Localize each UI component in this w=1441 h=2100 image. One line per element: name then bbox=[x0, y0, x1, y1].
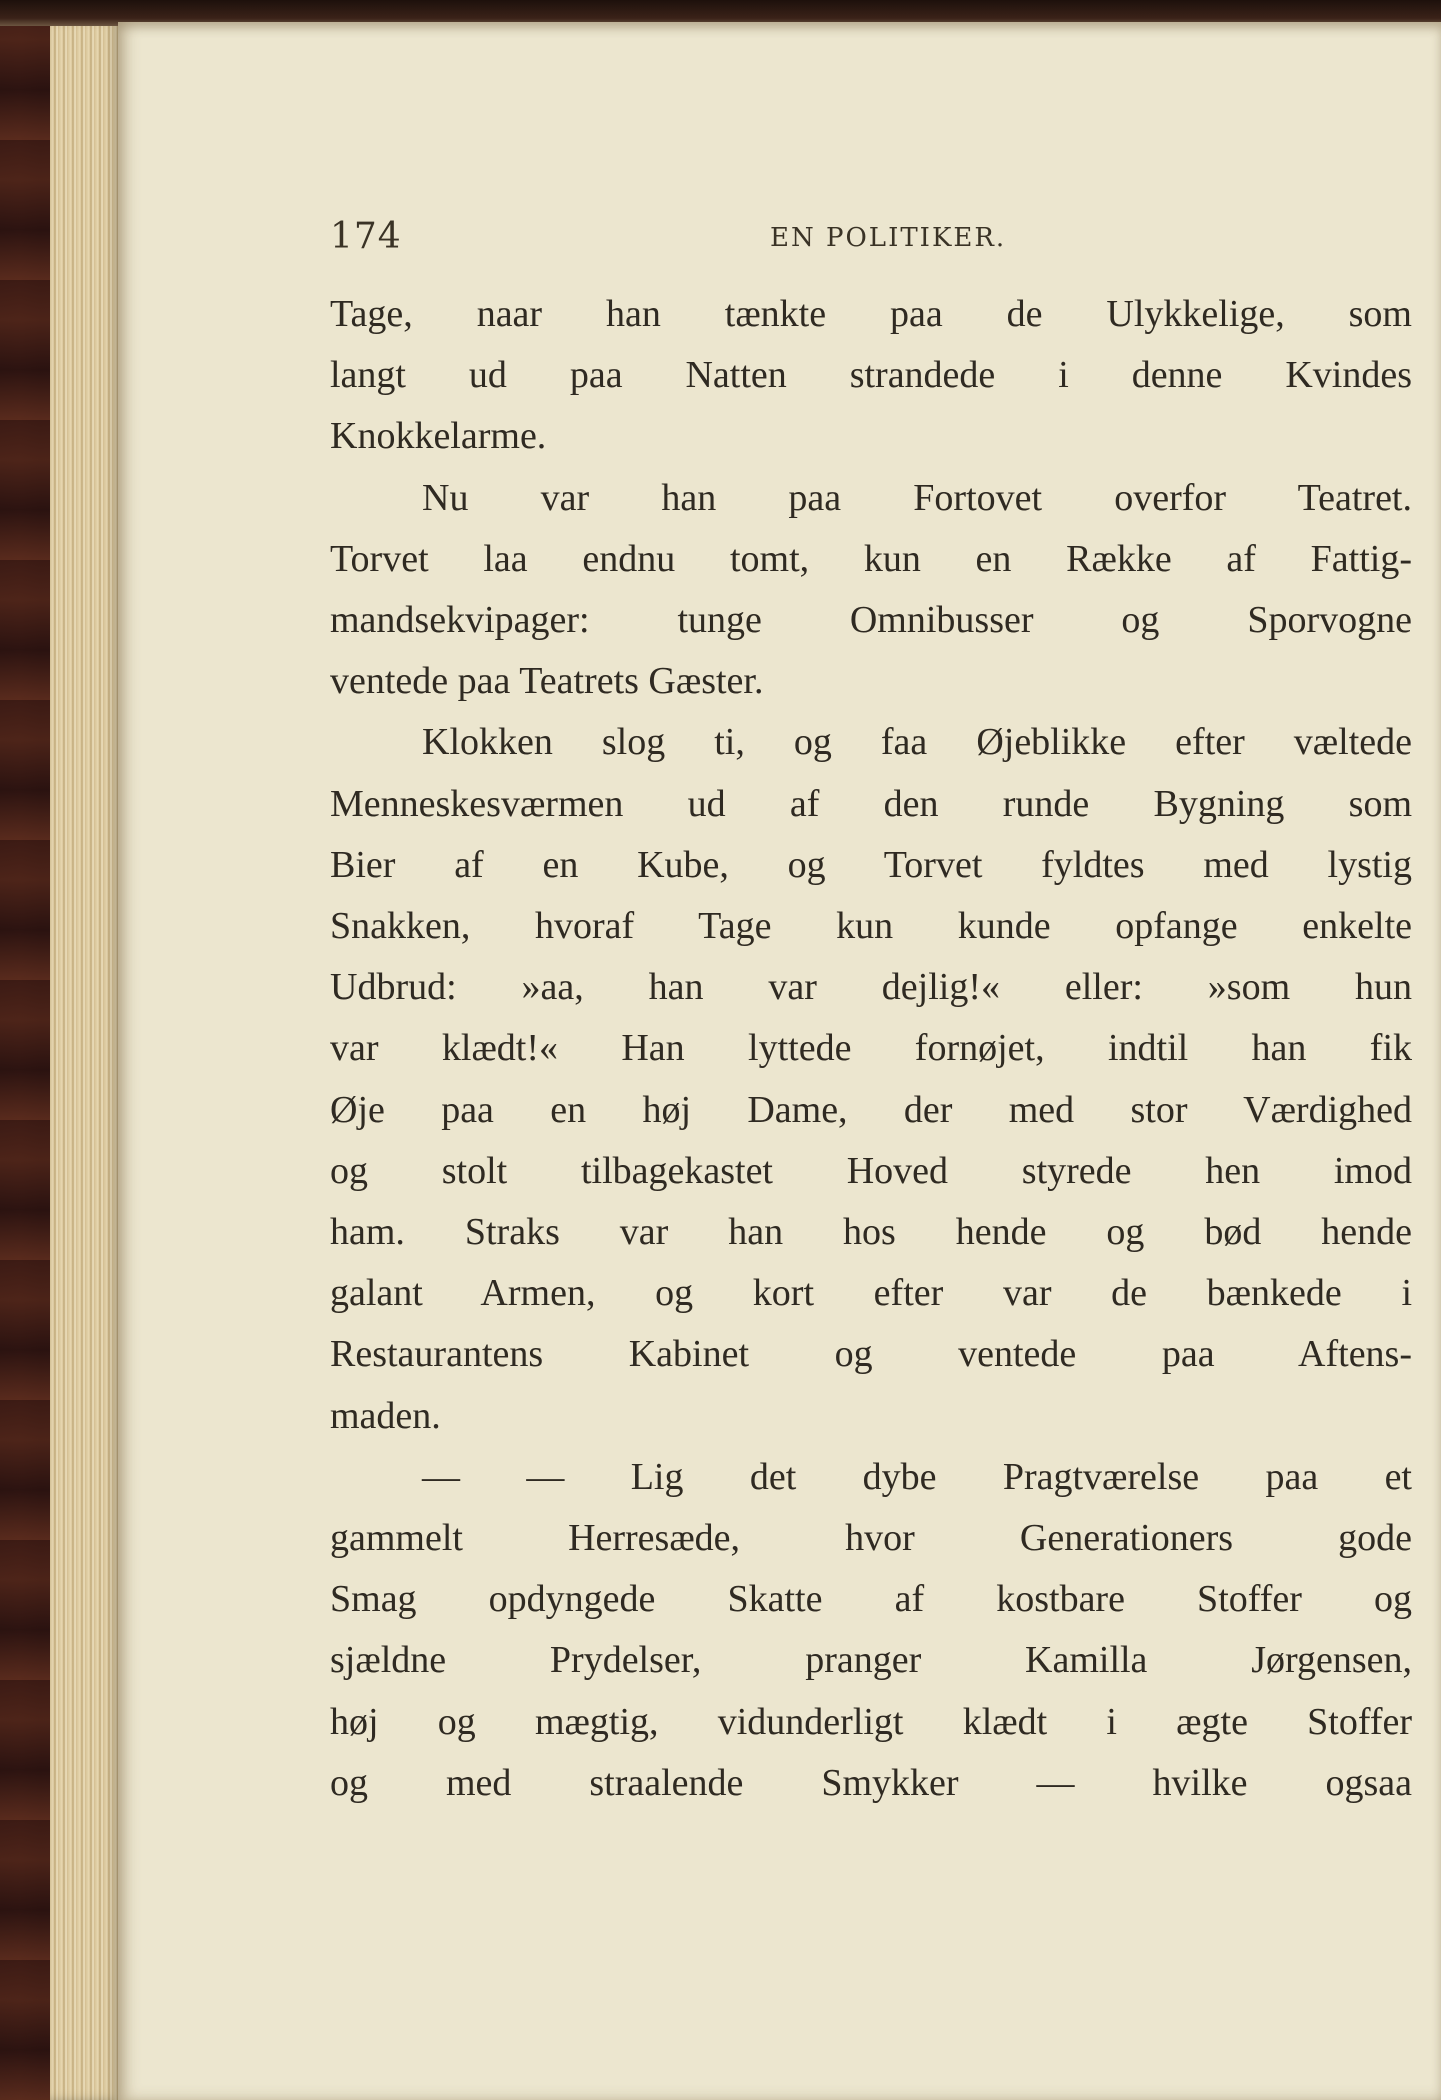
page-content bbox=[330, 198, 1410, 1814]
running-head bbox=[330, 198, 1410, 268]
text-line: og med straalende Smykker — hvilke ogsaa bbox=[330, 1761, 1412, 1804]
book-page bbox=[118, 22, 1441, 2100]
text-line: Nu var han paa Fortovet overfor Teatret. bbox=[422, 476, 1412, 519]
text-line: maden. bbox=[330, 1394, 441, 1437]
text-line: Udbrud: »aa, han var dejlig!« eller: »som hun bbox=[330, 966, 1412, 1009]
text-line: Bier af en Kube, og Torvet fyldtes med lystig bbox=[330, 843, 1412, 886]
text-line: gammelt Herresæde, hvor Generationers gode bbox=[330, 1517, 1412, 1560]
body-text bbox=[330, 284, 1412, 1814]
text-line: Knokkelarme. bbox=[330, 415, 547, 458]
text-line: Restaurantens Kabinet og ventede paa Aftens- bbox=[330, 1333, 1412, 1376]
text-line: var klædt!« Han lyttede fornøjet, indtil han fik bbox=[330, 1027, 1412, 1070]
text-line: mandsekvipager: tunge Omnibusser og Sporvogne bbox=[330, 599, 1412, 642]
text-line: høj og mægtig, vidunderligt klædt i ægte Stoffer bbox=[330, 1700, 1412, 1743]
text-line: — — Lig det dybe Pragtværelse paa et bbox=[422, 1455, 1412, 1498]
text-line: ham. Straks var han hos hende og bød hende bbox=[330, 1211, 1412, 1254]
text-line: langt ud paa Natten strandede i denne Kvindes bbox=[330, 354, 1412, 397]
text-line: ventede paa Teatrets Gæster. bbox=[330, 660, 764, 703]
text-line: og stolt tilbagekastet Hoved styrede hen imod bbox=[330, 1149, 1412, 1192]
running-title: EN POLITIKER. bbox=[770, 223, 1007, 253]
text-line: Smag opdyngede Skatte af kostbare Stoffer og bbox=[330, 1578, 1412, 1621]
text-line: Torvet laa endnu tomt, kun en Række af Fattig- bbox=[330, 537, 1412, 580]
text-line: galant Armen, og kort efter var de bænkede i bbox=[330, 1272, 1412, 1315]
text-line: Snakken, hvoraf Tage kun kunde opfange enkelte bbox=[330, 905, 1412, 948]
page-number: 174 bbox=[330, 216, 402, 257]
text-line: Menneskesværmen ud af den runde Bygning som bbox=[330, 782, 1412, 825]
text-line: sjældne Prydelser, pranger Kamilla Jørgensen, bbox=[330, 1639, 1412, 1682]
text-line: Klokken slog ti, og faa Øjeblikke efter væltede bbox=[422, 721, 1412, 764]
text-line: Tage, naar han tænkte paa de Ulykkelige, som bbox=[330, 293, 1412, 335]
page-edges bbox=[50, 20, 120, 2100]
text-line: Øje paa en høj Dame, der med stor Værdighed bbox=[330, 1088, 1412, 1131]
